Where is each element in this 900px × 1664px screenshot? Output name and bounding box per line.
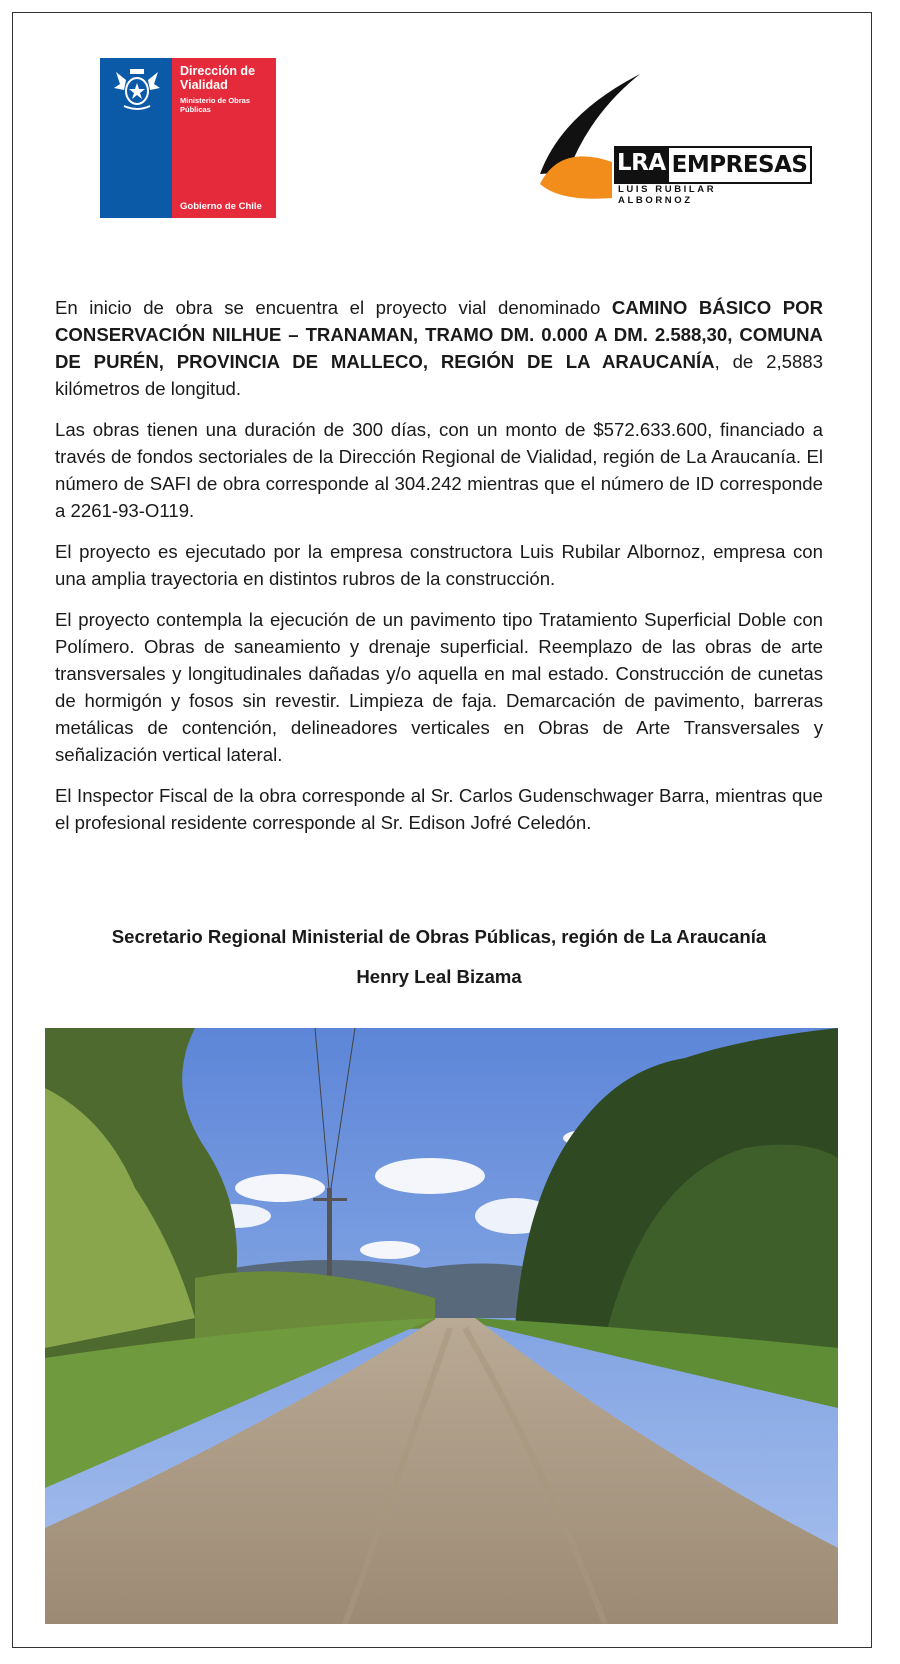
logo-blue-band — [100, 58, 172, 218]
logo-title-line2: Vialidad — [180, 78, 228, 92]
chile-coat-of-arms-icon — [110, 66, 164, 112]
logo-subtitle-line2: Públicas — [180, 105, 211, 114]
signature-name: Henry Leal Bizama — [356, 966, 522, 987]
lra-tagline: LUIS RUBILAR ALBORNOZ — [618, 184, 717, 206]
announcement-body — [55, 294, 823, 850]
project-name: CAMINO BÁSICO POR CONSERVACIÓN NILHUE – TRANAMAN, TRAMO DM. 0.000 A DM. 2.588,30, COMUNA DE PURÉN, PROVINCIA DE MALLECO, REGIÓN DE LA ARAUCANÍA — [55, 297, 823, 372]
lra-word: EMPRESAS — [669, 146, 813, 184]
paragraph-project: En inicio de obra se encuentra el proyecto vial denominado CAMINO BÁSICO POR CONSERVACIÓN NILHUE – TRANAMAN, TRAMO DM. 0.000 A DM. 2.588,30, COMUNA DE PURÉN, PROVINCIA DE MALLECO, REGIÓN DE LA ARAUCANÍA, de 2,5883 kilómetros de longitud. — [55, 297, 823, 399]
logo-title-line1: Dirección de — [180, 64, 256, 78]
lra-empresas-logo — [540, 74, 808, 206]
road-photo-illustration — [45, 1028, 838, 1624]
road-photo — [45, 1028, 838, 1624]
signature-title: Secretario Regional Ministerial de Obras Públicas, región de La Araucanía — [111, 926, 767, 947]
logo-government-label: Gobierno de Chile — [180, 201, 262, 212]
paragraph-inspector: El Inspector Fiscal de la obra corresponde al Sr. Carlos Gudenschwager Barra, mientras que el profesional residente corresponde al Sr. Edison Jofré Celedón. — [55, 785, 823, 833]
logo-red-band — [172, 58, 276, 218]
paragraph-scope: El proyecto contempla la ejecución de un pavimento tipo Tratamiento Superficial Doble con Polímero. Obras de saneamiento y drenaje superficial. Reemplazo de las obras de arte transversales y longitudinales dañadas y/o aquella en mal estado. Construcción de cunetas de hormigón y fosos sin revestir. Limpieza de faja. Demarcación de pavimento, barreras metálicas de contención, delineadores verticales en Obras de Arte Transversales y señalización vertical lateral. — [55, 609, 823, 765]
logo-subtitle-line1: Ministerio de Obras — [180, 96, 251, 105]
lra-mark: LRA — [614, 146, 669, 184]
paragraph-contractor: El proyecto es ejecutado por la empresa constructora Luis Rubilar Albornoz, empresa con una amplia trayectoria en distintos rubros de la construcción. — [55, 541, 823, 589]
paragraph-budget: Las obras tienen una duración de 300 días, con un monto de $572.633.600, financiado a través de fondos sectoriales de la Dirección Regional de Vialidad, región de La Araucanía. El número de SAFI de obra corresponde al 304.242 mientras que el número de ID corresponde a 2261-93-O119. — [55, 419, 823, 521]
vialidad-logo — [100, 58, 276, 218]
